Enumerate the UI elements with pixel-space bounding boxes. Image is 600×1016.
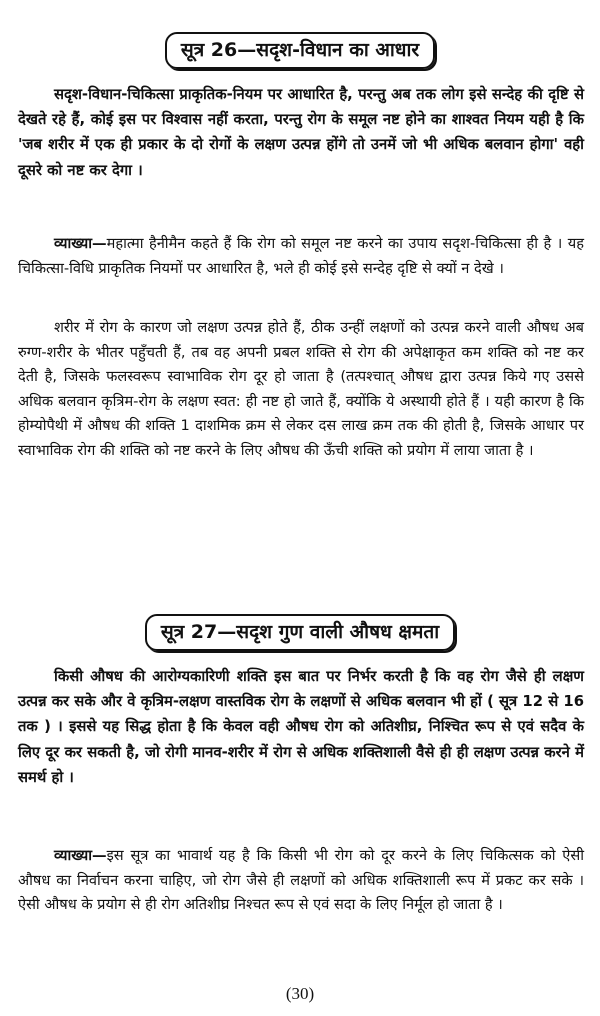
explanation-text: महात्मा हैनीमैन कहते हैं कि रोग को समूल नष्ट करने का उपाय सदृश-चिकित्सा ही है । यह चिकित्सा-विधि प्राकृतिक नियमों पर आधारित है, भले ही कोई इसे सन्देह दृष्टि से क्यों न देखे । [18, 235, 584, 277]
explanation-label: व्याख्या— [54, 235, 107, 252]
section-26-explanation [18, 232, 584, 281]
section-27-intro: किसी औषध की आरोग्यकारिणी शक्ति इस बात पर निर्भर करती है कि वह रोग जैसे ही लक्षण उत्पन्न कर सके और वे कृत्रिम-लक्षण वास्तविक रोग के लक्षणों से अधिक बलवान भी हों ( सूत्र 12 से 16 तक ) । इससे यह सिद्ध होता है कि केवल वही औषध रोग को अतिशीघ्र, निश्चित रूप से एवं सदैव के लिए दूर कर सकती है, जो रोगी मानव-शरीर में रोग से अधिक शक्तिशाली वैसे ही ही लक्षण उत्पन्न करने में समर्थ हो । [18, 668, 584, 786]
section-26-heading: सूत्र 26—सदृश-विधान का आधार [165, 32, 435, 69]
section-26-intro: सदृश-विधान-चिकित्सा प्राकृतिक-नियम पर आधारित है, परन्तु अब तक लोग इसे सन्देह की दृष्टि से देखते रहे हैं, कोई इस पर विश्वास नहीं करता, परन्तु रोग के समूल नष्ट होने का शाश्वत नियम यही है कि 'जब शरीर में एक ही प्रकार के दो रोगों के लक्षण उत्पन्न होंगे तो उनमें जो भी अधिक बलवान होगा' वही दूसरे को नष्ट कर देगा । [18, 86, 584, 179]
page-number: (30) [285, 984, 315, 1003]
section-27-heading: सूत्र 27—सदृश गुण वाली औषध क्षमता [145, 614, 455, 651]
section-27-heading-wrap [0, 614, 600, 651]
explanation-text: इस सूत्र का भावार्थ यह है कि किसी भी रोग को दूर करने के लिए चिकित्सक को ऐसी औषध का निर्वाचन करना चाहिए, जो रोग जैसे ही लक्षणों को अधिक शक्तिशाली रूप में प्रकट कर सके । ऐसी औषध के प्रयोग से ही रोग अतिशीघ्र निश्चत रूप से एवं सदा के लिए निर्मूल हो जाता है । [18, 847, 584, 913]
section-27-explanation [18, 844, 584, 918]
section-26-heading-wrap [0, 32, 600, 69]
explanation-label: व्याख्या— [54, 847, 107, 864]
section-26-body: शरीर में रोग के कारण जो लक्षण उत्पन्न होते हैं, ठीक उन्हीं लक्षणों को उत्पन्न करने वाली औषध अब रुग्ण-शरीर के भीतर पहुँचती हैं, तब वह अपनी प्रबल शक्ति से रोग की अपेक्षाकृत कम शक्ति को नष्ट कर देती है, जिसके फलस्वरूप स्वाभाविक रोग दूर हो जाता है (तत्पश्चात् औषध द्वारा उत्पन्न किये गए उससे अधिक बलवान कृत्रिम-रोग के लक्षण स्वत: ही नष्ट हो जाते हैं, क्योंकि ये अस्थायी होते हैं । यही कारण है कि होम्योपैथी में औषध की शक्ति 1 दाशमिक क्रम से लेकर दस लाख क्रम तक की होती है, जिसके आधार पर स्वाभाविक रोग की शक्ति को नष्ट करने के लिए औषध की ऊँची शक्ति को प्रयोग में लाया जाता है । [18, 319, 584, 459]
